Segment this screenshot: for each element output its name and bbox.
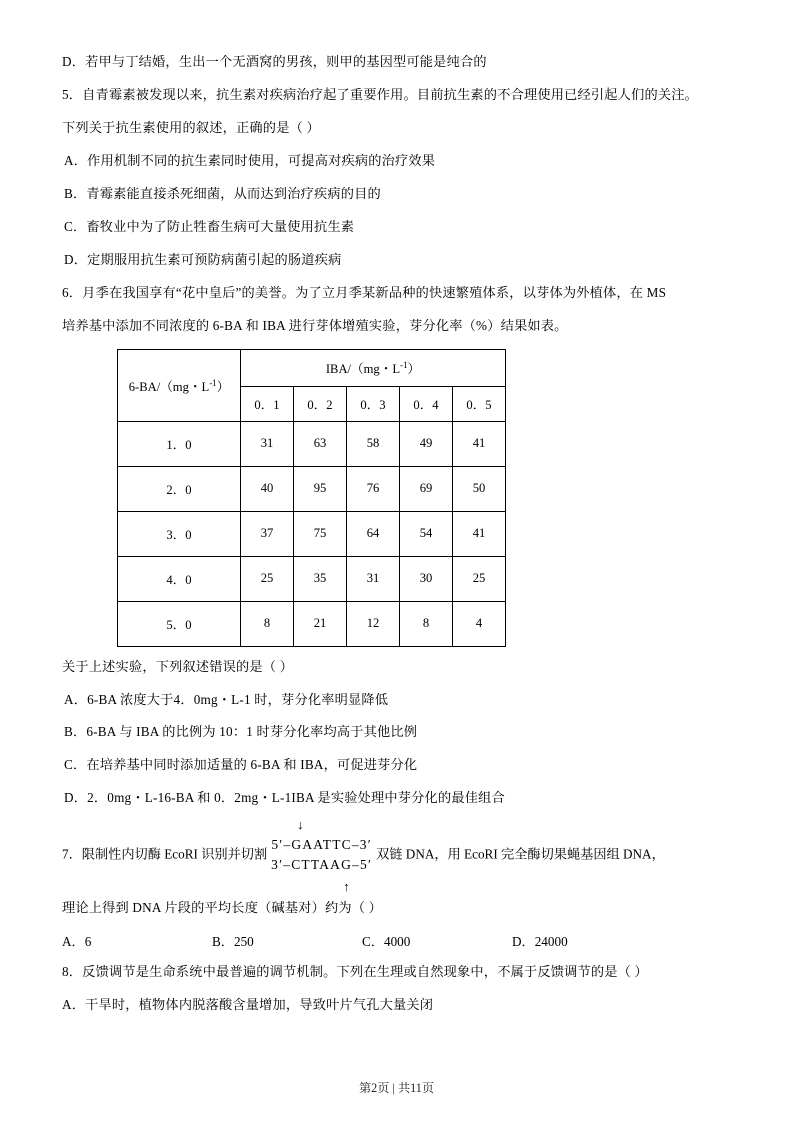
row-label-5: 5．0 — [118, 601, 241, 646]
q8-stem: 8．反馈调节是生命系统中最普遍的调节机制。下列在生理或自然现象中，不属于反馈调节的是（ ） — [62, 964, 648, 980]
cell-r4c1: 25 — [241, 556, 294, 601]
seq-bottom-strand: 3′–CTTAAG–5′ — [271, 857, 373, 873]
q7-stem-before: 7．限制性内切酶 EcoRI 识别并切割 — [62, 846, 268, 862]
q7-answer-b: B．250 — [212, 933, 254, 949]
cell-r3c5: 41 — [453, 511, 506, 556]
q8-option-a: A．干旱时，植物体内脱落酸含量增加，导致叶片气孔大量关闭 — [62, 997, 434, 1013]
top-header-sup: -1 — [400, 359, 408, 370]
table-row — [118, 466, 506, 511]
seq-top-strand: 5′–GAATTC–3′ — [271, 836, 372, 852]
cell-r3c1: 37 — [241, 511, 294, 556]
cell-r3c2: 75 — [294, 511, 347, 556]
bud-differentiation-table — [117, 349, 506, 647]
cell-r2c1: 40 — [241, 466, 294, 511]
table-row — [118, 421, 506, 466]
top-header-end: ） — [407, 362, 421, 377]
table-header-row-top — [118, 349, 506, 386]
q5-option-a: A．作用机制不同的抗生素同时使用，可提高对疾病的治疗效果 — [64, 152, 436, 168]
row-label-2: 2．0 — [118, 466, 241, 511]
q4-option-d: D．若甲与丁结婚，生出一个无酒窝的男孩，则甲的基因型可能是纯合的 — [62, 54, 487, 69]
q6-stem-line1: 6．月季在我国享有“花中皇后”的美誉。为了立月季某新品种的快速繁殖体系，以芽体为外植体，在 MS — [62, 284, 667, 300]
col-header-5: 0．5 — [453, 386, 506, 421]
cell-r2c3: 76 — [347, 466, 400, 511]
row-label-4: 4．0 — [118, 556, 241, 601]
cell-r1c1: 31 — [241, 421, 294, 466]
cell-r4c2: 35 — [294, 556, 347, 601]
table-top-header — [241, 349, 506, 386]
cell-r4c3: 31 — [347, 556, 400, 601]
ecori-recognition-sequence — [271, 816, 373, 894]
q6-option-c: C．在培养基中同时添加适量的 6-BA 和 IBA，可促进芽分化 — [64, 757, 418, 773]
cell-r1c4: 49 — [400, 421, 453, 466]
q5-option-d: D．定期服用抗生素可预防病菌引起的肠道疾病 — [64, 251, 342, 267]
cell-r5c1: 8 — [241, 601, 294, 646]
q5-option-c: C．畜牧业中为了防止牲畜生病可大量使用抗生素 — [64, 218, 355, 234]
q7-answer-d: D．24000 — [512, 933, 568, 949]
cell-r1c2: 63 — [294, 421, 347, 466]
q7-answer-c: C．4000 — [362, 933, 411, 949]
col-header-3: 0．3 — [347, 386, 400, 421]
page-footer: 第2页 | 共11页 — [358, 1081, 435, 1095]
table-row — [118, 556, 506, 601]
q6-option-d: D．2．0mg・L-16-BA 和 0．2mg・L-1IBA 是实验处理中芽分化的最佳组合 — [64, 790, 505, 806]
row-label-1: 1．0 — [118, 421, 241, 466]
col-header-4: 0．4 — [400, 386, 453, 421]
q7-answers — [62, 931, 731, 950]
table-row — [118, 601, 506, 646]
cell-r5c3: 12 — [347, 601, 400, 646]
q5-stem-line1: 5．自青霉素被发现以来，抗生素对疾病治疗起了重要作用。目前抗生素的不合理使用已经引起人们的关注。 — [62, 86, 699, 102]
table-row — [118, 511, 506, 556]
cell-r2c2: 95 — [294, 466, 347, 511]
q6-table-wrapper — [117, 349, 731, 647]
cell-r1c5: 41 — [453, 421, 506, 466]
cut-arrow-down-icon: ↓ — [297, 816, 304, 832]
cell-r2c4: 69 — [400, 466, 453, 511]
cell-r5c4: 8 — [400, 601, 453, 646]
cell-r5c2: 21 — [294, 601, 347, 646]
corner-label-end: ） — [216, 379, 230, 394]
cell-r5c5: 4 — [453, 601, 506, 646]
cell-r4c5: 25 — [453, 556, 506, 601]
q5-stem-line2: 下列关于抗生素使用的叙述，正确的是（ ） — [62, 119, 320, 135]
row-label-3: 3．0 — [118, 511, 241, 556]
q7-stem-after: 双链 DNA，用 EcoRI 完全酶切果蝇基因组 DNA， — [376, 846, 665, 862]
cell-r2c5: 50 — [453, 466, 506, 511]
corner-label-text: 6-BA/（mg・L — [128, 379, 210, 394]
q6-option-b: B．6-BA 与 IBA 的比例为 10：1 时芽分化率均高于其他比例 — [64, 724, 418, 740]
cell-r4c4: 30 — [400, 556, 453, 601]
q7-stem-line2: 理论上得到 DNA 片段的平均长度（碱基对）约为（ ） — [62, 899, 383, 915]
q6-question: 关于上述实验，下列叙述错误的是（ ） — [62, 658, 294, 674]
col-header-1: 0．1 — [241, 386, 294, 421]
q7-answer-a: A．6 — [62, 933, 92, 949]
cut-arrow-up-icon: ↑ — [343, 878, 350, 894]
q7-stem-line1 — [62, 816, 731, 894]
cell-r3c3: 64 — [347, 511, 400, 556]
q6-stem-line2: 培养基中添加不同浓度的 6-BA 和 IBA 进行芽体增殖实验，芽分化率（%）结果如表。 — [62, 317, 568, 333]
table-corner-cell — [118, 349, 241, 421]
top-header-text: IBA/（mg・L — [325, 362, 401, 377]
q6-option-a: A．6-BA 浓度大于4．0mg・L-1 时，芽分化率明显降低 — [64, 691, 389, 707]
cell-r3c4: 54 — [400, 511, 453, 556]
q5-option-b: B．青霉素能直接杀死细菌，从而达到治疗疾病的目的 — [64, 185, 381, 201]
cell-r1c3: 58 — [347, 421, 400, 466]
corner-label-sup: -1 — [209, 377, 217, 388]
col-header-2: 0．2 — [294, 386, 347, 421]
